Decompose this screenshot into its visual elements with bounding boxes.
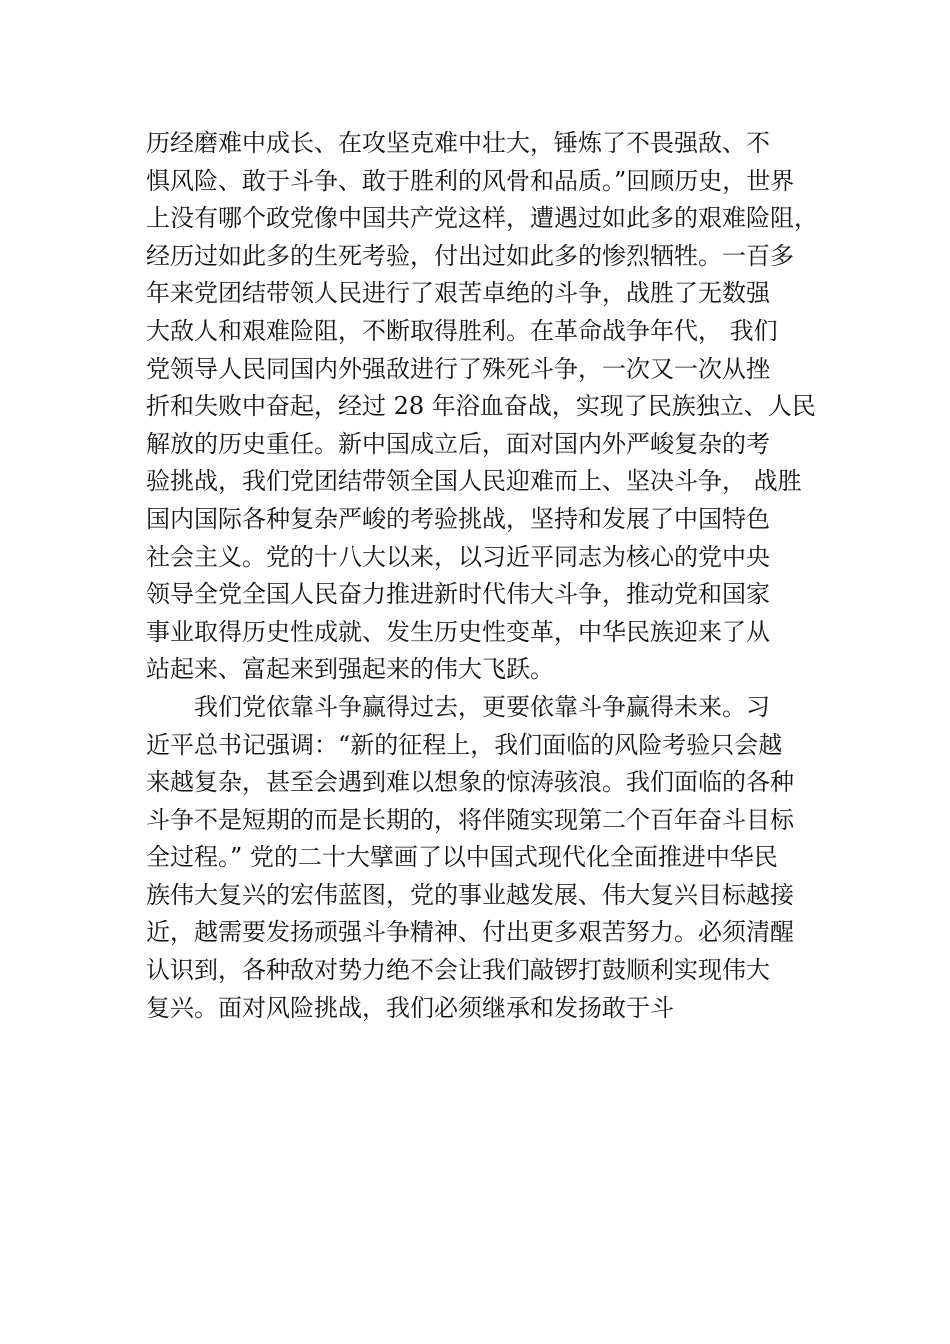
text-line: 近，越需要发扬顽强斗争精神、付出更多艰苦努力。必须清醒 — [146, 918, 794, 947]
text-line: 经历过如此多的生死考验，付出过如此多的惨烈牺牲。一百多 — [146, 241, 794, 270]
text-line: 年来党团结带领人民进行了艰苦卓绝的斗争，战胜了无数强 — [146, 279, 770, 308]
text-line: 站起来、富起来到强起来的伟大飞跃。 — [146, 655, 554, 684]
text-line: 历经磨难中成长、在攻坚克难中壮大，锤炼了不畏强敌、不 — [146, 129, 770, 157]
text-line: 全过程。” 党的二十大擘画了以中国式现代化全面推进中华民 — [146, 843, 778, 872]
text-line: 社会主义。党的十八大以来，以习近平同志为核心的党中央 — [146, 542, 770, 571]
text-line: 惧风险、敢于斗争、敢于胜利的风骨和品质。”回顾历史，世界 — [146, 166, 795, 195]
text-line: 复兴。面对风险挑战，我们必须继承和发扬敢于斗 — [146, 993, 674, 1022]
text-line: 领导全党全国人民奋力推进新时代伟大斗争，推动党和国家 — [146, 580, 770, 609]
text-line: 斗争不是短期的而是长期的，将伴随实现第二个百年奋斗目标 — [146, 805, 794, 834]
text-line: 验挑战，我们党团结带领全国人民迎难而上、坚决斗争， 战胜 — [146, 467, 802, 496]
text-line: 国内国际各种复杂严峻的考验挑战，坚持和发展了中国特色 — [146, 504, 770, 533]
text-line: 来越复杂，甚至会遇到难以想象的惊涛骇浪。我们面临的各种 — [146, 768, 794, 797]
text-line: 族伟大复兴的宏伟蓝图，党的事业越发展、伟大复兴目标越接 — [146, 880, 794, 909]
text-line: 认识到，各种敌对势力绝不会让我们敲锣打鼓顺利实现伟大 — [146, 956, 770, 985]
body-text — [146, 125, 826, 1027]
text-line: 大敌人和艰难险阻，不断取得胜利。在革命战争年代， 我们 — [146, 316, 778, 345]
text-line: 事业取得历史性成就、发生历史性变革，中华民族迎来了从 — [146, 617, 770, 646]
text-line: 党领导人民同国内外强敌进行了殊死斗争，一次又一次从挫 — [146, 354, 770, 383]
text-line: 上没有哪个政党像中国共产党这样，遭遇过如此多的艰难险阻， — [146, 204, 818, 233]
text-line: 近平总书记强调：“新的征程上，我们面临的风险考验只会越 — [146, 730, 783, 759]
text-line: 解放的历史重任。新中国成立后，面对国内外严峻复杂的考 — [146, 429, 770, 458]
text-line: 折和失败中奋起，经过 28 年浴血奋战，实现了民族独立、人民 — [146, 392, 816, 421]
paragraph-start-line: 我们党依靠斗争赢得过去，更要依靠斗争赢得未来。习 — [194, 692, 770, 721]
